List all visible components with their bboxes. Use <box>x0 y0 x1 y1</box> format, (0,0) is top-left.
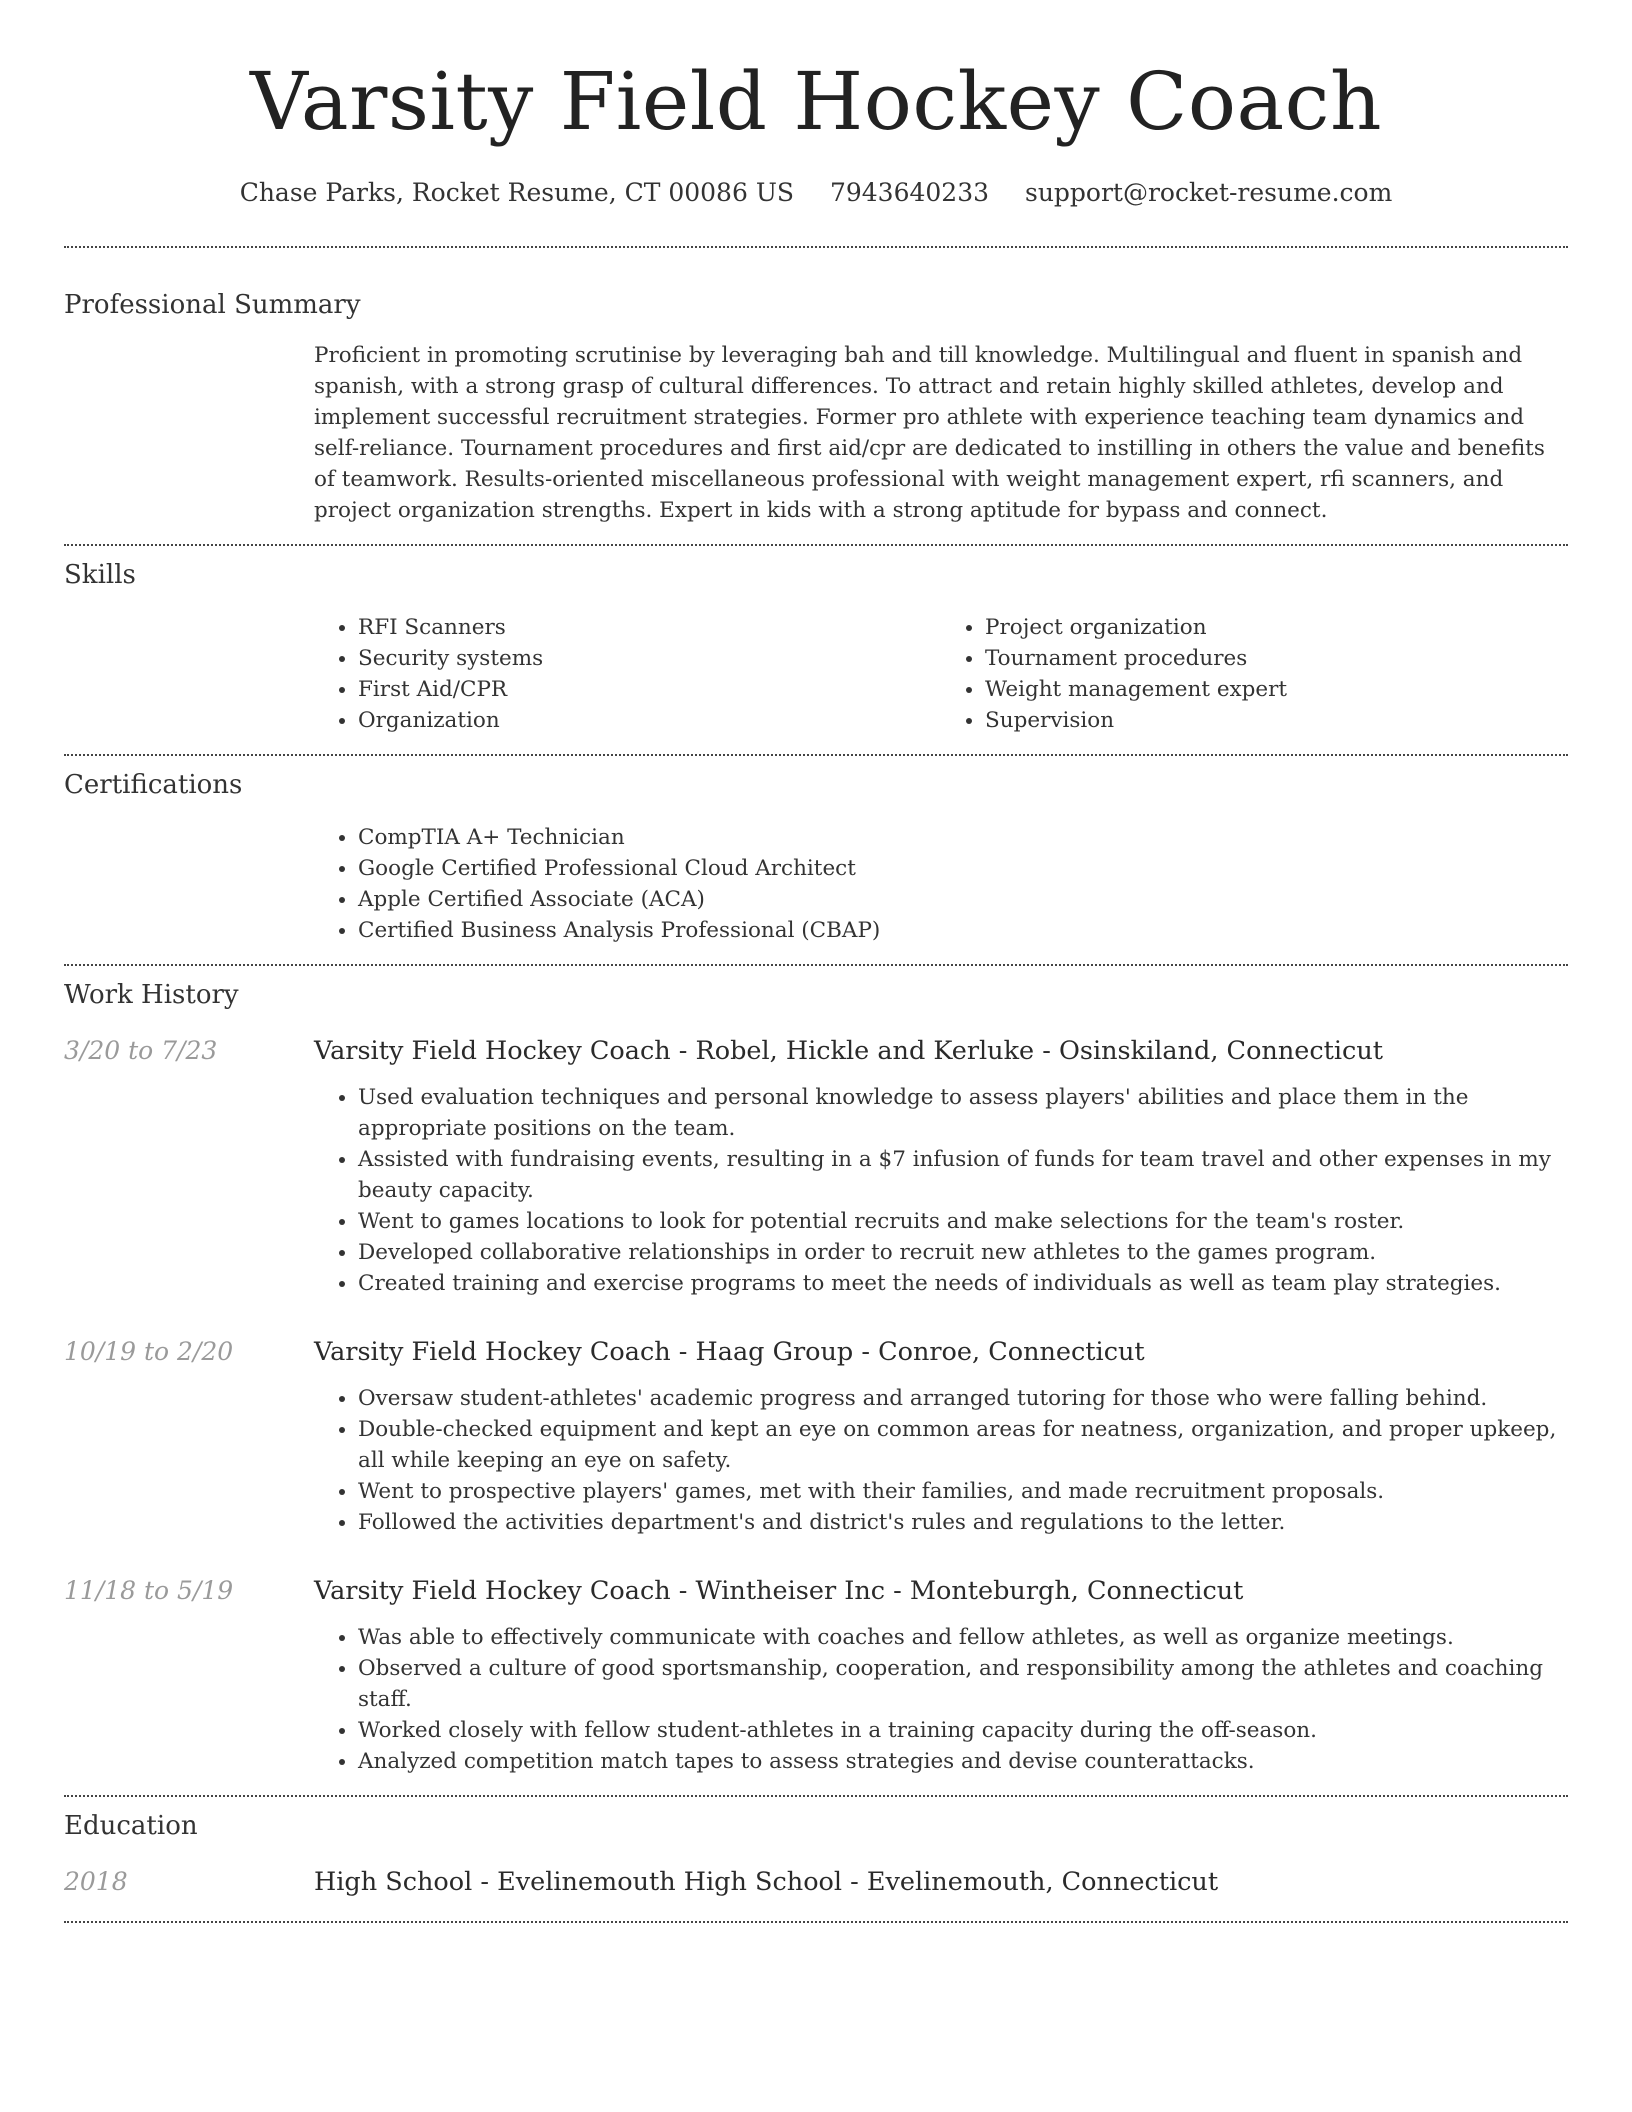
skills-column-1 <box>314 612 941 736</box>
skill-item: • Weight management expert <box>985 674 1568 705</box>
skills-column-2 <box>941 612 1568 736</box>
education-entry <box>64 1865 1568 1921</box>
education-section <box>64 1809 1568 1921</box>
job-title: Varsity Field Hockey Coach - Wintheiser Inc - Monteburgh, Connecticut <box>314 1576 1244 1606</box>
job-bullet: • Created training and exercise programs to meet the needs of individuals as well as team play strategies. <box>358 1268 1568 1299</box>
job-bullets <box>314 1383 1568 1538</box>
work-history-heading: Work History <box>64 980 239 1010</box>
job-date: 10/19 to 2/20 <box>64 1337 234 1366</box>
skill-item: • Security systems <box>358 643 941 674</box>
job-date: 11/18 to 5/19 <box>64 1576 234 1605</box>
job-bullet: • Followed the activities department's and district's rules and regulations to the letter. <box>358 1507 1568 1538</box>
job-bullet: • Went to prospective players' games, met with their families, and made recruitment proposals. <box>358 1476 1568 1507</box>
certification-item: • CompTIA A+ Technician <box>358 822 1568 853</box>
job-bullet: • Was able to effectively communicate with coaches and fellow athletes, as well as organize meetings. <box>358 1622 1568 1653</box>
job-entry <box>64 1574 1568 1795</box>
certifications-list <box>314 822 1568 964</box>
skill-item: • First Aid/CPR <box>358 674 941 705</box>
contact-address: Chase Parks, Rocket Resume, CT 00086 US <box>239 178 795 207</box>
divider <box>64 544 1568 546</box>
divider <box>64 246 1568 248</box>
job-entry <box>64 1034 1568 1299</box>
job-bullet: • Assisted with fundraising events, resulting in a $7 infusion of funds for team travel and other expenses in my beauty capacity. <box>358 1144 1568 1206</box>
skill-item: • Tournament procedures <box>985 643 1568 674</box>
summary-heading: Professional Summary <box>64 290 361 320</box>
job-bullets <box>314 1082 1568 1299</box>
job-date: 3/20 to 7/23 <box>64 1036 218 1065</box>
job-title: Varsity Field Hockey Coach - Haag Group - Conroe, Connecticut <box>314 1337 1145 1367</box>
skill-item: • Organization <box>358 705 941 736</box>
education-date: 2018 <box>64 1867 128 1896</box>
certification-item: • Apple Certified Associate (ACA) <box>358 884 1568 915</box>
education-heading: Education <box>64 1811 198 1841</box>
job-bullet: • Analyzed competition match tapes to assess strategies and devise counterattacks. <box>358 1746 1568 1777</box>
job-bullet: • Developed collaborative relationships in order to recruit new athletes to the games program. <box>358 1237 1568 1268</box>
skills-heading: Skills <box>64 560 136 590</box>
contact-info <box>64 176 1568 210</box>
summary-section <box>64 288 1568 544</box>
job-bullet: • Went to games locations to look for potential recruits and make selections for the team's roster. <box>358 1206 1568 1237</box>
skills-list <box>314 612 1568 754</box>
divider <box>64 964 1568 966</box>
job-bullet: • Worked closely with fellow student-athletes in a training capacity during the off-season. <box>358 1715 1568 1746</box>
certifications-heading: Certifications <box>64 770 243 800</box>
divider <box>64 1795 1568 1797</box>
divider <box>64 1921 1568 1923</box>
skill-item: • Supervision <box>985 705 1568 736</box>
education-title: High School - Evelinemouth High School - Evelinemouth, Connecticut <box>314 1867 1219 1897</box>
job-bullet: • Used evaluation techniques and personal knowledge to assess players' abilities and place them in the appropriate positions on the team. <box>358 1082 1568 1144</box>
divider <box>64 754 1568 756</box>
work-history-section <box>64 978 1568 1795</box>
skills-section <box>64 558 1568 754</box>
summary-text: Proficient in promoting scrutinise by leveraging bah and till knowledge. Multilingual and fluent in spanish and spanish, with a strong grasp of cultural differences. To attract and retain highly skilled athletes, develop and implement successful recruitment strategies. Former pro athlete with experience teaching team dynamics and self-reliance. Tournament procedures and first aid/cpr are dedicated to instilling in others the value and benefits of teamwork. Results-oriented miscellaneous professional with weight management expert, rfi scanners, and project organization strengths. Expert in kids with a strong aptitude for bypass and connect. <box>314 343 1545 523</box>
contact-phone: 7943640233 <box>829 178 990 207</box>
certification-item: • Google Certified Professional Cloud Architect <box>358 853 1568 884</box>
skill-item: • Project organization <box>985 612 1568 643</box>
job-title: Varsity Field Hockey Coach - Robel, Hickle and Kerluke - Osinskiland, Connecticut <box>314 1036 1383 1066</box>
job-bullet: • Oversaw student-athletes' academic progress and arranged tutoring for those who were falling behind. <box>358 1383 1568 1414</box>
job-bullets <box>314 1622 1568 1777</box>
job-entry <box>64 1335 1568 1538</box>
certifications-section <box>64 768 1568 964</box>
certification-item: • Certified Business Analysis Professional (CBAP) <box>358 915 1568 946</box>
job-bullet: • Observed a culture of good sportsmanship, cooperation, and responsibility among the athletes and coaching staff. <box>358 1653 1568 1715</box>
skill-item: • RFI Scanners <box>358 612 941 643</box>
resume-title: Varsity Field Hockey Coach <box>249 55 1383 148</box>
job-bullet: • Double-checked equipment and kept an eye on common areas for neatness, organization, and proper upkeep, all while keeping an eye on safety. <box>358 1414 1568 1476</box>
contact-email: support@rocket-resume.com <box>1024 178 1393 207</box>
